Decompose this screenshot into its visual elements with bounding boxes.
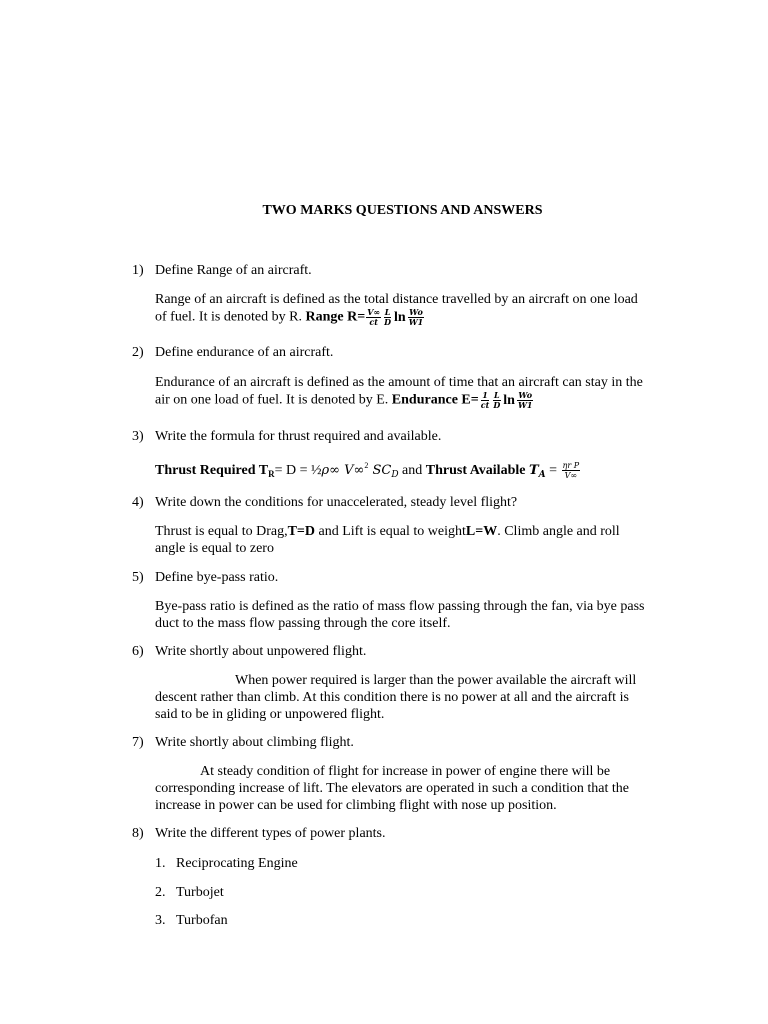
fraction: $\frac{\text{ηr P}}{V\infty}$ (562, 461, 580, 481)
answer-line: Bye-pass ratio is defined as the ratio of mass flow passing through the fan, via bye pass (155, 599, 645, 614)
question-7 (132, 734, 354, 751)
question-number: 5) (132, 570, 144, 585)
question-text: Define bye-pass ratio. (155, 570, 279, 585)
page-title: TWO MARKS QUESTIONS AND ANSWERS (262, 203, 543, 218)
question-number: 6) (132, 644, 144, 659)
answer-line: Thrust is equal to Drag,T=D and Lift is equal to weightL=W. Climb angle and roll (155, 524, 620, 539)
question-5 (132, 569, 278, 586)
answer-1 (155, 291, 655, 327)
answer-4 (155, 523, 655, 557)
ln-operator: ln (503, 392, 515, 408)
question-number: 3) (132, 429, 144, 444)
list-item: 2. Turbojet (155, 885, 224, 900)
fraction: $\frac{Wo}{W1}$ (517, 390, 533, 410)
fraction: $\frac{V\infty}{ct}$ (367, 307, 381, 327)
range-formula-label: Range R= (305, 309, 366, 325)
answer-line: duct to the mass flow passing through the core itself. (155, 616, 451, 631)
answer-line: increase in power can be used for climbing flight with nose up position. (155, 798, 557, 813)
question-number: 4) (132, 495, 144, 510)
answer-line: Endurance of an aircraft is defined as the amount of time that an aircraft can stay in the (155, 375, 643, 390)
list-item: 3. Turbofan (155, 913, 228, 928)
question-text: Write shortly about climbing flight. (155, 735, 354, 750)
question-number: 1) (132, 263, 144, 278)
answer-line: air on one load of fuel. It is denoted by E. Endurance E= $\frac{1}{ct}$ $\frac{L}{D}$ ln $\frac{Wo}{W1}$ (155, 390, 533, 410)
thrust-required-label: Thrust Required T (155, 463, 269, 478)
answer-line: of fuel. It is denoted by R. Range R= $\frac{V\infty}{ct}$ $\frac{L}{D}$ ln $\frac{Wo}{W1}$ (155, 307, 424, 327)
question-6 (132, 643, 366, 660)
answer-5 (155, 598, 655, 632)
question-text: Write the different types of power plants. (155, 826, 386, 841)
question-4 (132, 494, 517, 511)
question-text: Define Range of an aircraft. (155, 263, 312, 278)
fraction: $\frac{L}{D}$ (493, 390, 501, 410)
answer-line: At steady condition of flight for increase in power of engine there will be (200, 764, 611, 779)
answer-line: said to be in gliding or unpowered flight. (155, 707, 385, 722)
question-text: Write the formula for thrust required and available. (155, 429, 442, 444)
question-number: 7) (132, 735, 144, 750)
ln-operator: ln (394, 309, 406, 325)
question-number: 2) (132, 345, 144, 360)
question-8 (132, 825, 386, 842)
answer-line: angle is equal to zero (155, 541, 274, 556)
list-item: 1. Reciprocating Engine (155, 856, 298, 871)
thrust-available-label: Thrust Available (425, 463, 526, 478)
answer-line: descent rather than climb. At this condition there is no power at all and the aircraft is (155, 690, 629, 705)
question-3 (132, 428, 441, 445)
question-text: Write down the conditions for unaccelerated, steady level flight? (155, 495, 518, 510)
fraction: $\frac{Wo}{W1}$ (408, 307, 424, 327)
answer-3: Thrust Required $T_R= D$ = ½ρ∞ V∞$^2$ $SC_D$ and Thrust Available $T_A$ = $\frac{\text{ηr P}}{V\infty}$ (155, 461, 580, 481)
question-text: Write shortly about unpowered flight. (155, 644, 367, 659)
answer-line: Range of an aircraft is defined as the total distance travelled by an aircraft on one load (155, 292, 638, 307)
answer-line: When power required is larger than the power available the aircraft will (235, 673, 637, 688)
endurance-formula-label: Endurance E= (391, 392, 479, 408)
question-number: 8) (132, 826, 144, 841)
fraction: $\frac{1}{ct}$ (480, 390, 490, 410)
question-1 (132, 262, 312, 279)
question-2 (132, 344, 333, 361)
answer-2 (155, 374, 655, 410)
answer-line: corresponding increase of lift. The elevators are operated in such a condition that the (155, 781, 630, 796)
fraction: $\frac{L}{D}$ (384, 307, 391, 327)
question-text: Define endurance of an aircraft. (155, 345, 334, 360)
answer-6 (155, 672, 655, 723)
answer-7 (155, 763, 655, 814)
